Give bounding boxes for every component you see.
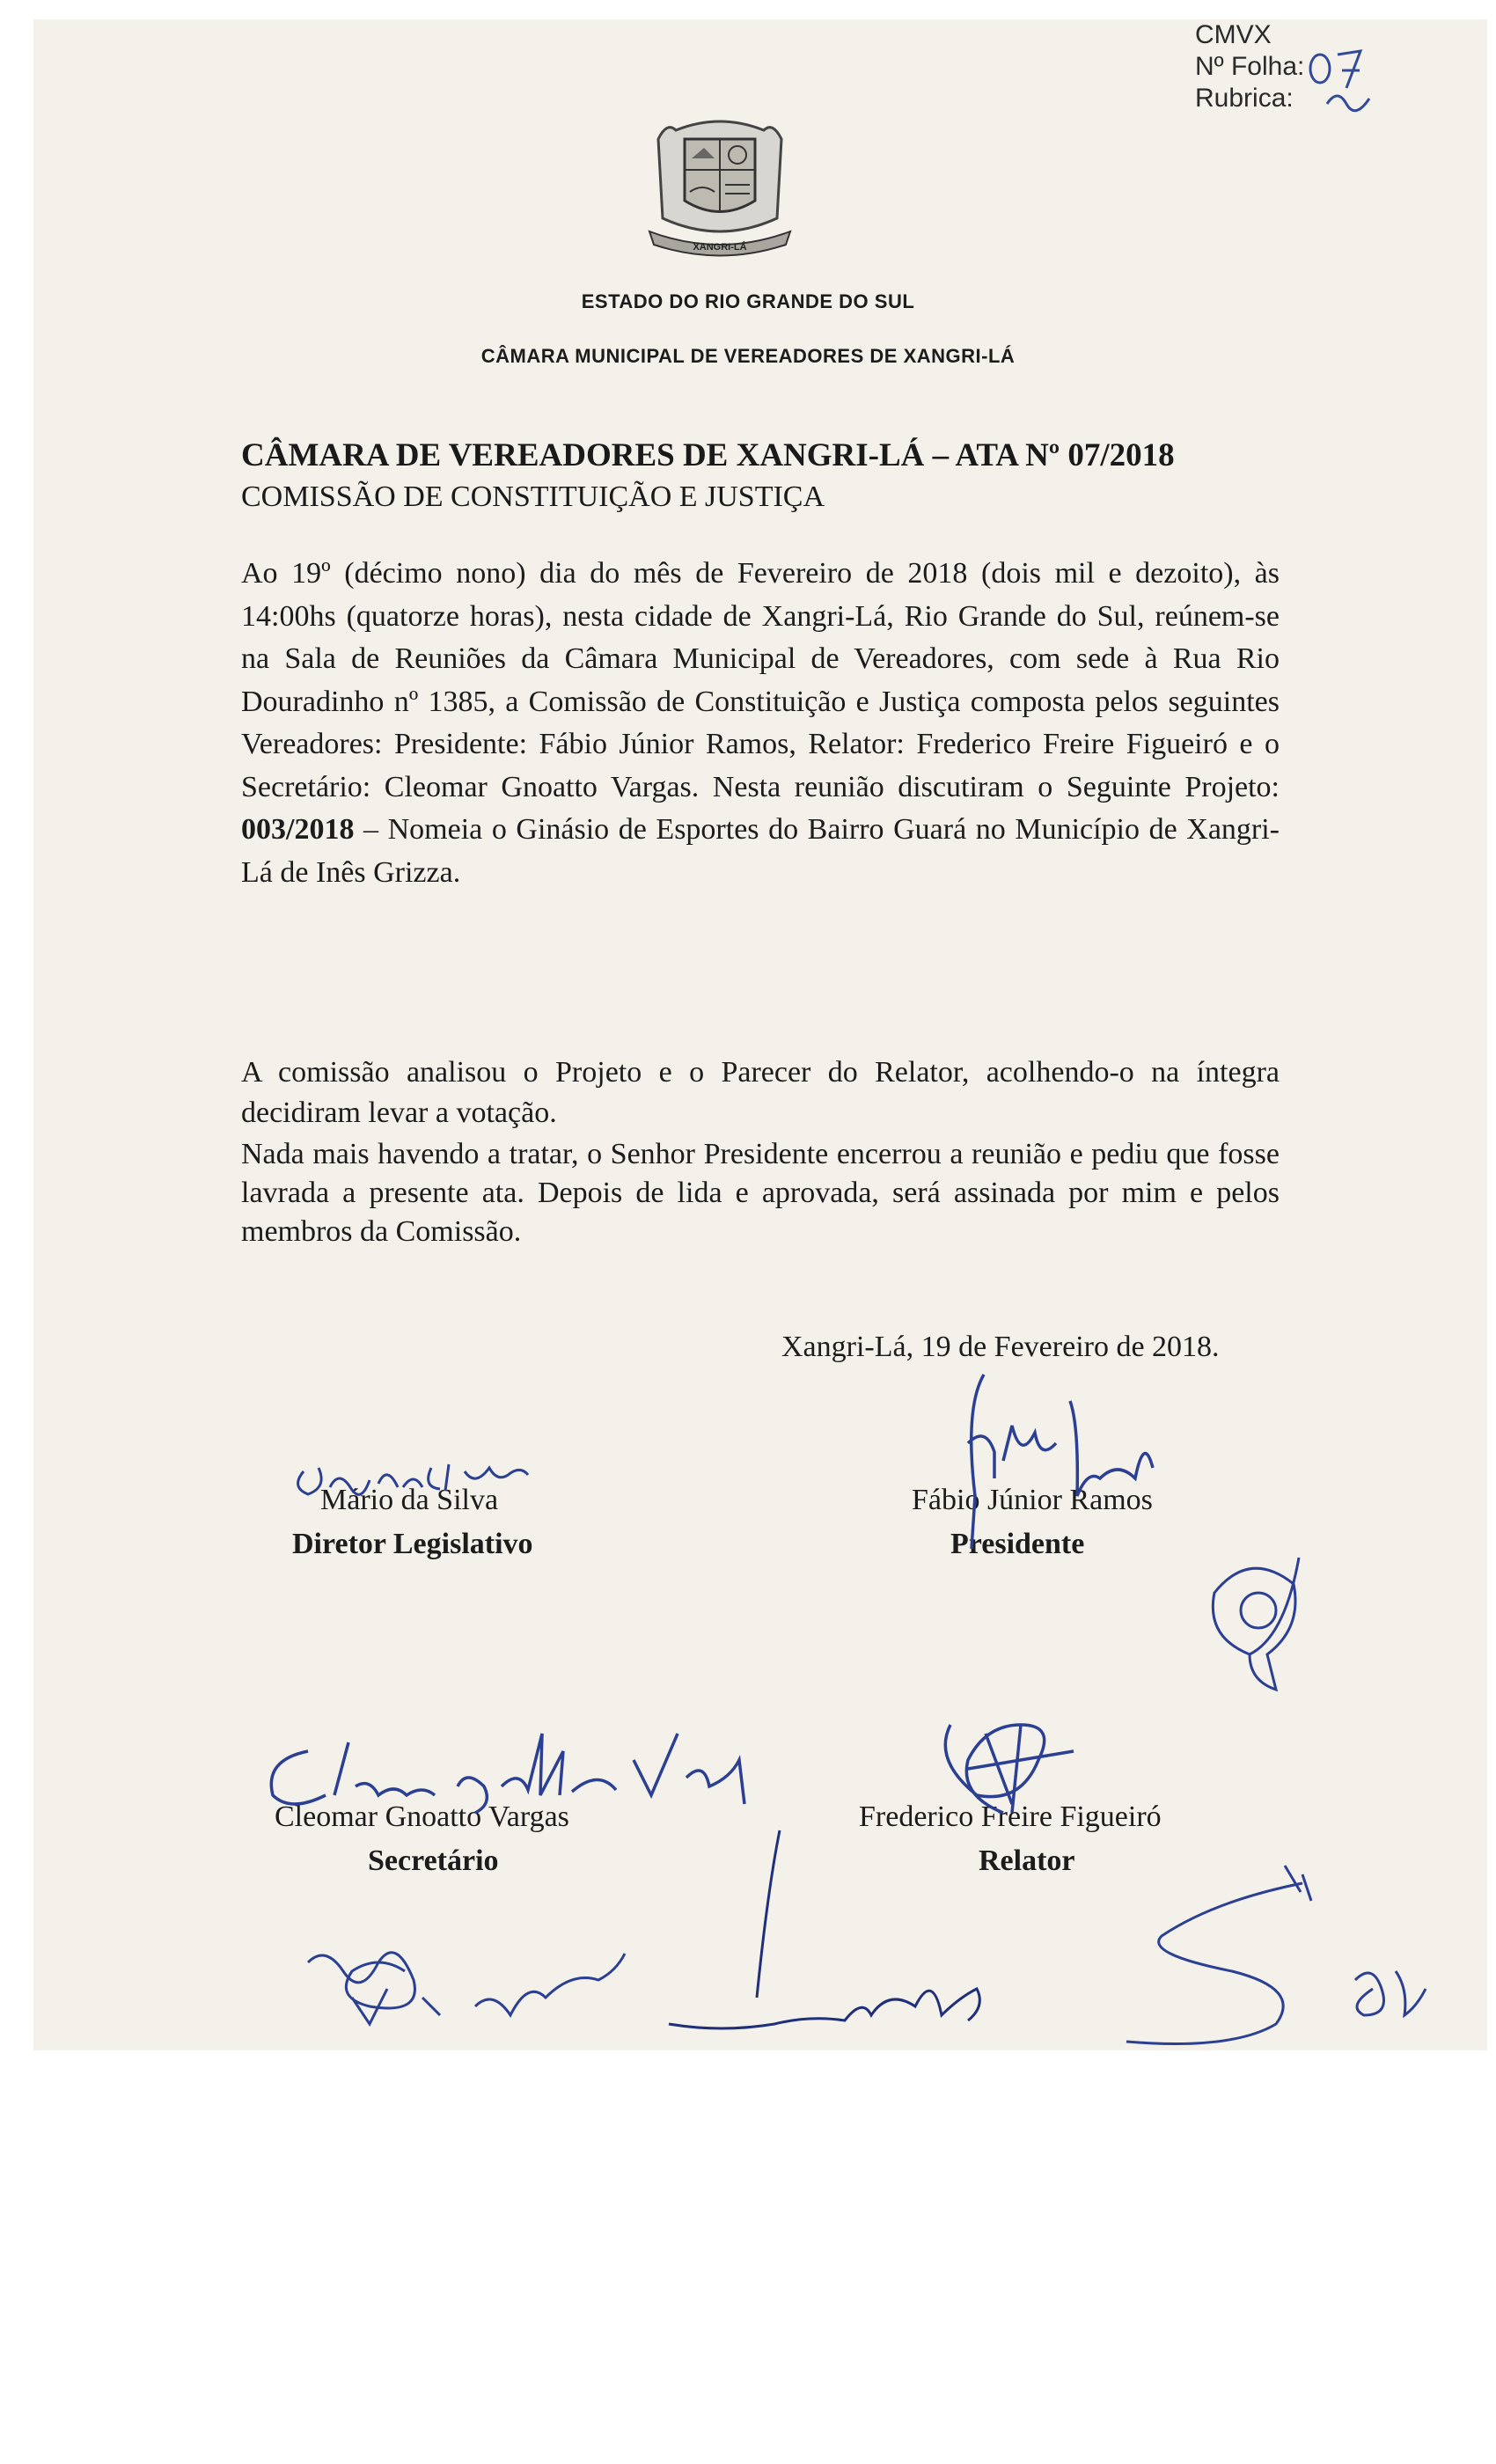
minutes-paragraph-3: Nada mais havendo a tratar, o Senhor Presidente encerrou a reunião e pediu que fosse lavrada a presente ata. Depois de lida e aprovada, será assinada por mim e pelos membros da Comissão. [241, 1138, 1280, 1248]
signature-bottom-center-icon [669, 1830, 979, 2028]
signatory-role-cleomar: Secretário [368, 1844, 499, 1877]
signatory-name-fabio: Fábio Júnior Ramos [912, 1484, 1153, 1516]
signature-margin-icon [1213, 1558, 1299, 1690]
signatory-role-fabio: Presidente [950, 1528, 1085, 1560]
stamp-cmvx: CMVX [1195, 20, 1272, 49]
signatory-name-frederico: Frederico Freire Figueiró [859, 1800, 1162, 1833]
signature-frederico-icon [945, 1725, 1074, 1813]
place-date: Xangri-Lá, 19 de Fevereiro de 2018. [781, 1331, 1220, 1363]
signature-cleomar-icon [271, 1734, 744, 1813]
document-title: CÂMARA DE VEREADORES DE XANGRI-LÁ – ATA Nº 07/2018 [241, 437, 1175, 473]
signatory-name-cleomar: Cleomar Gnoatto Vargas [275, 1800, 569, 1833]
stamp-rubrica: Rubrica: [1195, 84, 1294, 113]
project-number: 003/2018 [241, 813, 355, 846]
paragraph-1-text: Ao 19º (décimo nono) dia do mês de Fevereiro de 2018 (dois mil e dezoito), às 14:00hs (quatorze horas), nesta cidade de Xangri-Lá, Rio Grande do Sul, reúnem-se na Sala de Reuniões da Câmara Municipal de Vereadores, com sede à Rua Rio Douradinho nº 1385, a Comissão de Constituição e Justiça composta pelos seguintes Vereadores: Presidente: Fábio Júnior Ramos, Relator: Frederico Freire Figueiró e o Secretário: Cleomar Gnoatto Vargas. Nesta reunião discutiram o Seguinte Projeto: [241, 557, 1280, 803]
signatory-role-frederico: Relator [979, 1844, 1075, 1877]
signature-mario-icon [298, 1464, 528, 1494]
stamp-folha: Nº Folha: [1195, 52, 1305, 81]
state-heading: ESTADO DO RIO GRANDE DO SUL [581, 290, 915, 312]
minutes-paragraph-2: A comissão analisou o Projeto e o Parecer do Relator, acolhendo-o na íntegra decidiram levar a votação. [241, 1056, 1280, 1129]
signature-fabio-icon [968, 1375, 1153, 1549]
document-subtitle: COMISSÃO DE CONSTITUIÇÃO E JUSTIÇA [241, 480, 825, 513]
signature-bottom-right-icon [1126, 1866, 1426, 2044]
signature-bottom-left-icon [308, 1953, 625, 2024]
signatory-name-mario: Mário da Silva [320, 1484, 499, 1516]
chamber-heading: CÂMARA MUNICIPAL DE VEREADORES DE XANGRI-LÁ [480, 345, 1016, 367]
signatory-role-mario: Diretor Legislativo [292, 1528, 533, 1560]
crest-text: XANGRI-LÁ [693, 242, 747, 253]
folha-handwritten-icon [1310, 51, 1369, 111]
project-description: – Nomeia o Ginásio de Esportes do Bairro Guará no Município de Xangri-Lá de Inês Grizza. [241, 813, 1280, 889]
